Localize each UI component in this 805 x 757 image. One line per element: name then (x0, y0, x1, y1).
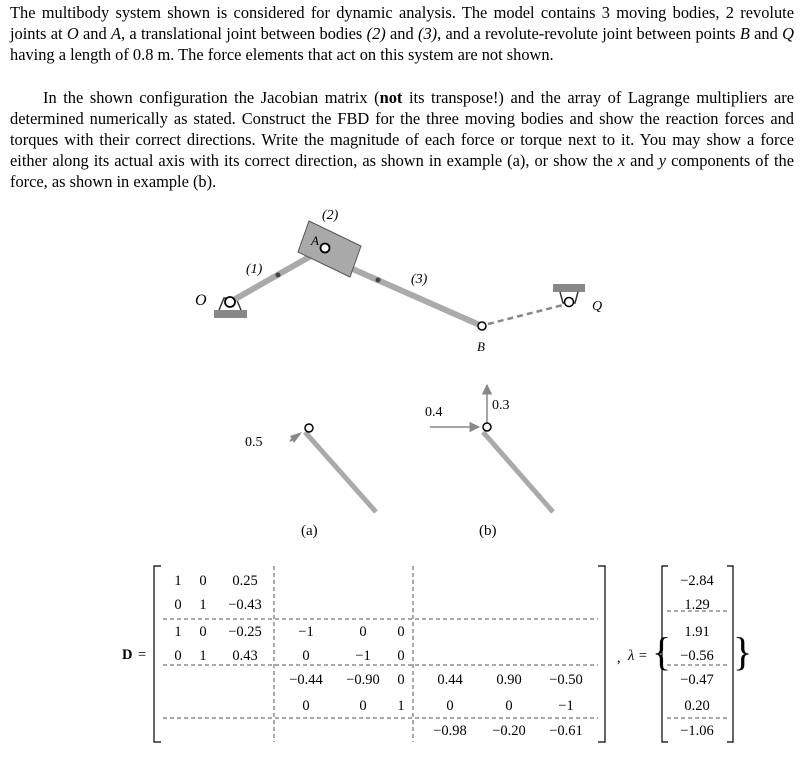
lambda-5: −0.47 (680, 672, 714, 688)
p1-body3: (3) (418, 24, 438, 43)
lambda-label: λ = (628, 648, 648, 664)
p2-y: y (658, 151, 667, 170)
D-r2-c2: 1 (199, 597, 207, 613)
lambda-4: −0.56 (680, 648, 714, 664)
D-r1-c3: 0.25 (232, 573, 258, 589)
lambda-7: −1.06 (680, 723, 714, 739)
p2-x: x (617, 151, 626, 170)
D-r7-c8: −0.20 (492, 723, 526, 739)
p1-A: A (110, 24, 121, 43)
example-b-fx-value: 0.4 (425, 405, 443, 420)
p1-text-2: and (78, 24, 111, 43)
p1-text-3: , a translational joint between bodies (120, 24, 367, 43)
matrix-D-label: D (122, 647, 133, 663)
D-r6-c7: 0 (446, 698, 454, 714)
label-body3: (3) (411, 272, 428, 287)
example-a-force-value: 0.5 (245, 435, 263, 450)
D-r4-c6: 0 (397, 648, 405, 664)
D-r5-c7: 0.44 (437, 672, 463, 688)
D-r4-c3: 0.43 (232, 648, 258, 664)
p1-body2: (2) (366, 24, 386, 43)
D-r6-c5: 0 (359, 698, 367, 714)
lambda-brace: { (652, 629, 672, 674)
matrix-comma: , (617, 650, 621, 666)
lambda-6: 0.20 (684, 698, 710, 714)
p1-text-1: The multibody system shown is considered for dynamic analysis. The model contains 3 moving bodies, 2 revolute joints at (10, 3, 794, 43)
p2-text-4: components of the force, as shown in example (b). (10, 151, 794, 191)
lambda-3: 1.91 (684, 624, 710, 640)
D-r4-c1: 0 (174, 648, 182, 664)
p1-text-6: and (749, 24, 783, 43)
label-body2: (2) (322, 208, 339, 223)
p1-text-4: and (385, 24, 418, 43)
caption-a: (a) (301, 523, 318, 539)
D-r5-c8: 0.90 (496, 672, 522, 688)
D-r7-c7: −0.98 (433, 723, 467, 739)
D-r3-c4: −1 (298, 624, 314, 640)
D-r2-c3: −0.43 (228, 597, 262, 613)
p1-Q: Q (782, 24, 794, 43)
D-r1-c1: 1 (174, 573, 182, 589)
p1-text-7: having a length of 0.8 m. The force elements that act on this system are not shown. (10, 45, 554, 64)
D-r3-c5: 0 (359, 624, 367, 640)
label-B: B (477, 339, 485, 354)
lambda-2: 1.29 (684, 597, 710, 613)
p2-not-bold: not (379, 88, 403, 107)
D-r4-c4: 0 (302, 648, 310, 664)
D-r5-c5: −0.90 (346, 672, 380, 688)
example-b-fy-value: 0.3 (492, 398, 510, 413)
D-r3-c2: 0 (199, 624, 207, 640)
D-r5-c9: −0.50 (549, 672, 583, 688)
D-r5-c4: −0.44 (289, 672, 323, 688)
label-body1: (1) (246, 262, 263, 277)
p1-text-5: , and a revolute-revolute joint between points (437, 24, 740, 43)
D-r4-c5: −1 (355, 648, 371, 664)
lambda-brace-right: } (733, 629, 753, 674)
D-r6-c8: 0 (505, 698, 513, 714)
label-Q: Q (592, 299, 603, 314)
D-r6-c4: 0 (302, 698, 310, 714)
label-A: A (311, 233, 319, 248)
label-O: O (195, 292, 207, 309)
p1-O: O (66, 24, 79, 43)
p2-text-1: In the shown configuration the Jacobian matrix ( (43, 88, 380, 107)
caption-b: (b) (479, 523, 497, 539)
D-r6-c6: 1 (397, 698, 405, 714)
D-r5-c6: 0 (397, 672, 405, 688)
p2-text-2: its transpose!) and the array of Lagrange multipliers are determined numerically as stated. Construct the FBD for the three moving bodies and show the reaction forces and torques with their correct directions. Write the magnitude of each force or torque next to it. You may show a force either along its actual axis with its correct direction, as shown in example (a), or show the (10, 88, 794, 170)
matrix-D-equals: = (138, 647, 147, 663)
D-r3-c6: 0 (397, 624, 405, 640)
p2-text-3: and (625, 151, 659, 170)
D-r3-c1: 1 (174, 624, 182, 640)
lambda-1: −2.84 (680, 573, 714, 589)
D-r4-c2: 1 (199, 648, 207, 664)
D-r1-c2: 0 (199, 573, 207, 589)
p1-B: B (739, 24, 750, 43)
D-r6-c9: −1 (558, 698, 574, 714)
D-r2-c1: 0 (174, 597, 182, 613)
D-r3-c3: −0.25 (228, 624, 262, 640)
D-r7-c9: −0.61 (549, 723, 583, 739)
